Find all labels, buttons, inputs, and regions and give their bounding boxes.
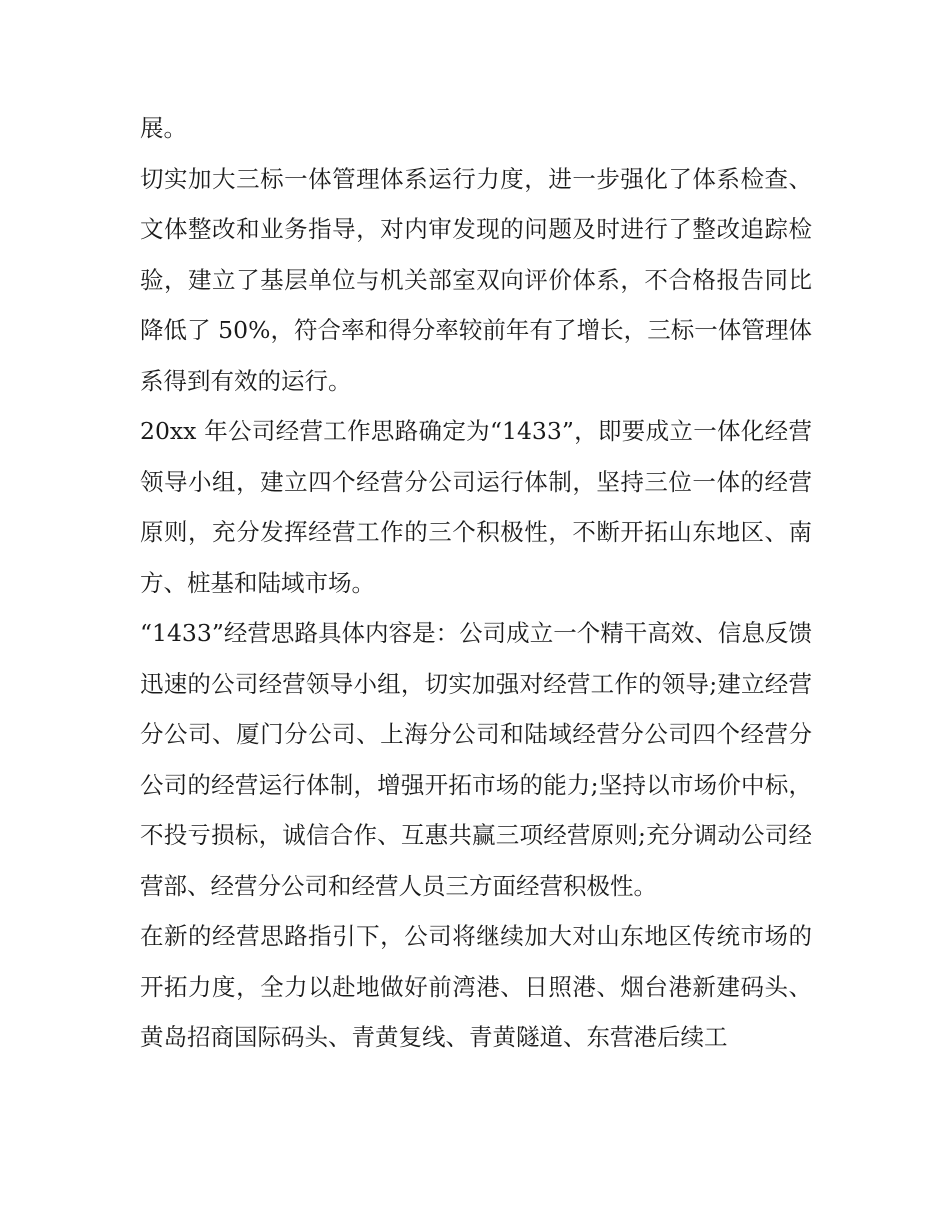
document-body	[140, 103, 812, 1063]
paragraph-business-strategy: 20xx 年公司经营工作思路确定为“1433”，即要成立一体化经营领导小组，建立四个经营分公司运行体制，坚持三位一体的经营原则，充分发挥经营工作的三个积极性，不断开拓山东地区、南方、桩基和陆域市场。	[140, 417, 812, 597]
paragraph-management-system: 切实加大三标一体管理体系运行力度，进一步强化了体系检查、文体整改和业务指导，对内审发现的问题及时进行了整改追踪检验，建立了基层单位与机关部室双向评价体系，不合格报告同比降低了 50%，符合率和得分率较前年有了增长，三标一体管理体系得到有效的运行。	[140, 164, 812, 395]
paragraph-market-expansion: 在新的经营思路指引下，公司将继续加大对山东地区传统市场的开拓力度，全力以赴地做好前湾港、日照港、烟台港新建码头、黄岛招商国际码头、青黄复线、青黄隧道、东营港后续工	[140, 922, 812, 1051]
paragraph-continuation: 展。	[140, 114, 187, 142]
paragraph-1433-details: “1433”经营思路具体内容是：公司成立一个精干高效、信息反馈迅速的公司经营领导小组，切实加强对经营工作的领导;建立经营分公司、厦门分公司、上海分公司和陆域经营分公司四个经营分公司的经营运行体制，增强开拓市场的能力;坚持以市场价中标，不投亏损标，诚信合作、互惠共赢三项经营原则;充分调动公司经营部、经营分公司和经营人员三方面经营积极性。	[140, 619, 812, 900]
